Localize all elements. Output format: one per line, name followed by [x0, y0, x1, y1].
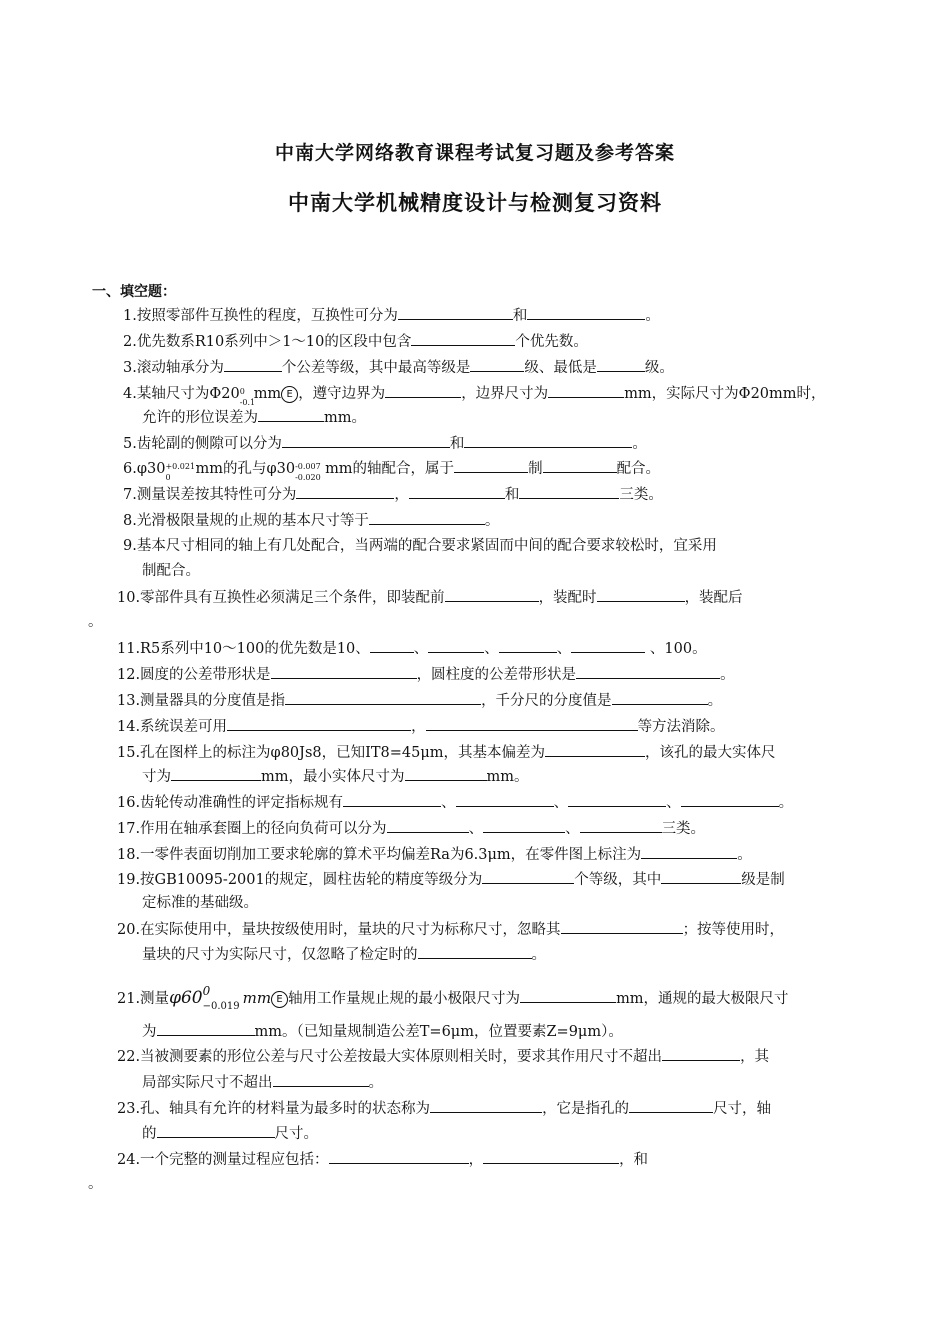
envelope-requirement-symbol: E	[271, 991, 288, 1008]
answer-blank	[612, 690, 708, 705]
answer-blank	[597, 357, 645, 372]
answer-blank	[571, 638, 645, 653]
question-4: 4.某轴尺寸为Φ20 0 -0.1 mm E ，遵守边界为 ，边界尺寸为 mm，实际尺寸为Φ20mm时，	[123, 383, 826, 404]
answer-blank	[662, 1046, 740, 1061]
answer-blank	[285, 690, 481, 705]
answer-blank	[597, 587, 685, 602]
answer-blank	[456, 792, 554, 807]
answer-blank	[387, 818, 469, 833]
course-exam-title: 中南大学网络教育课程考试复习题及参考答案	[274, 142, 675, 164]
question-6: 6.φ30 +0.021 0 mm的孔与φ30 -0.007 -0.020 mm的轴配合，属于 制 配合。	[123, 458, 660, 479]
question-3: 3.滚动轴承分为 个公差等级，其中最高等级是 级、最低是 级。	[123, 357, 674, 378]
answer-blank	[227, 716, 411, 731]
question-8: 8.光滑极限量规的止规的基本尺寸等于 。	[123, 510, 499, 531]
answer-blank	[405, 766, 487, 781]
answer-blank	[629, 1098, 713, 1113]
answer-blank	[157, 1021, 255, 1036]
answer-blank	[561, 919, 683, 934]
answer-blank	[369, 510, 485, 525]
question-19: 19.按GB10095-2001的规定，圆柱齿轮的精度等级分为 个等级，其中 级是制	[117, 869, 785, 890]
answer-blank	[445, 587, 539, 602]
answer-blank	[641, 844, 737, 859]
answer-blank	[661, 869, 741, 884]
answer-blank	[426, 716, 638, 731]
question-15-line-2: 寸为 mm，最小实体尺寸为 mm。	[142, 766, 529, 787]
answer-blank	[258, 407, 324, 422]
answer-blank	[409, 484, 505, 499]
tolerance-stack: -0.007 -0.020	[295, 462, 321, 482]
question-13: 13.测量器具的分度值是指 ，千分尺的分度值是 。	[117, 690, 722, 711]
answer-blank	[282, 433, 450, 448]
question-12: 12.圆度的公差带形状是 ，圆柱度的公差带形状是 。	[117, 664, 735, 685]
answer-blank	[454, 458, 528, 473]
question-18: 18.一零件表面切削加工要求轮廓的算术平均偏差Ra为6.3μm，在零件图上标注为 。	[117, 844, 752, 865]
question-17: 17.作用在轴承套圈上的径向负荷可以分为 、 、 三类。	[117, 818, 705, 839]
question-10: 10.零部件具有互换性必须满足三个条件，即装配前 ，装配时 ，装配后	[117, 587, 743, 608]
answer-blank	[370, 638, 414, 653]
answer-blank	[580, 818, 662, 833]
question-24-line-2: 。	[88, 1176, 103, 1192]
answer-blank	[273, 1072, 369, 1087]
question-16: 16.齿轮传动准确性的评定指标规有 、 、 、 。	[117, 792, 793, 813]
answer-blank	[343, 792, 441, 807]
question-10-line-2: 。	[88, 614, 103, 630]
answer-blank	[520, 988, 616, 1003]
question-2: 2.优先数系R10系列中＞1～10的区段中包含 个优先数。	[123, 331, 588, 352]
answer-blank	[411, 331, 515, 346]
answer-blank	[483, 818, 565, 833]
answer-blank	[398, 305, 513, 320]
answer-blank	[329, 1149, 469, 1164]
question-14: 14.系统误差可用 ， 等方法消除。	[117, 716, 725, 737]
answer-blank	[483, 1149, 619, 1164]
answer-blank	[464, 433, 632, 448]
answer-blank	[224, 357, 282, 372]
answer-blank	[271, 664, 417, 679]
answer-blank	[171, 766, 261, 781]
answer-blank	[385, 383, 461, 398]
answer-blank	[527, 305, 645, 320]
answer-blank	[681, 792, 779, 807]
answer-blank	[548, 383, 624, 398]
question-4-line-2: 允许的形位误差为 mm。	[142, 407, 366, 428]
question-7: 7.测量误差按其特性可分为 ， 和 三类。	[123, 484, 663, 505]
envelope-requirement-symbol: E	[281, 386, 298, 403]
answer-blank	[543, 458, 617, 473]
tolerance-stack: 0 −0.019	[202, 984, 240, 1012]
answer-blank	[428, 638, 484, 653]
answer-blank	[430, 1098, 542, 1113]
tolerance-stack: +0.021 0	[165, 462, 196, 482]
dimension-phi60: φ60	[169, 988, 203, 1008]
tolerance-stack: 0 -0.1	[239, 387, 256, 407]
question-24: 24.一个完整的测量过程应包括： ， ，和	[117, 1149, 648, 1170]
question-21: 21.测量φ60 0 −0.019 mm E 轴用工作量规止规的最小极限尺寸为 mm，通规的最大极限尺寸	[117, 984, 789, 1012]
question-15: 15.孔在图样上的标注为φ80Js8，已知IT8=45μm，其基本偏差为 ，该孔的最大实体尺	[117, 742, 776, 763]
question-23-line-2: 的 尺寸。	[142, 1123, 318, 1144]
answer-blank	[418, 944, 532, 959]
answer-blank	[576, 664, 720, 679]
question-21-line-2: 为 mm。（已知量规制造公差T=6μm，位置要素Z=9μm）。	[142, 1021, 623, 1042]
question-20: 20.在实际使用中，量块按级使用时，量块的尺寸为标称尺寸，忽略其 ；按等使用时，	[117, 919, 784, 940]
answer-blank	[545, 742, 645, 757]
answer-blank	[296, 484, 394, 499]
question-23: 23.孔、轴具有允许的材料量为最多时的状态称为 ，它是指孔的 尺寸，轴	[117, 1098, 771, 1119]
question-22: 22.当被测要素的形位公差与尺寸公差按最大实体原则相关时，要求其作用尺寸不超出 ，其	[117, 1046, 769, 1067]
answer-blank	[568, 792, 666, 807]
question-9: 9.基本尺寸相同的轴上有几处配合，当两端的配合要求紧固而中间的配合要求较松时，宜采用	[123, 538, 717, 554]
question-20-line-2: 量块的尺寸为实际尺寸，仅忽略了检定时的 。	[142, 944, 546, 965]
question-22-line-2: 局部实际尺寸不超出 。	[142, 1072, 383, 1093]
answer-blank	[519, 484, 619, 499]
question-11: 11.R5系列中10～100的优先数是10、 、 、 、 、100。	[117, 638, 707, 659]
answer-blank	[470, 357, 524, 372]
answer-blank	[157, 1123, 275, 1138]
question-5: 5.齿轮副的侧隙可以分为 和 。	[123, 433, 647, 454]
document-title: 中南大学机械精度设计与检测复习资料	[288, 191, 662, 215]
section-heading: 一、填空题：	[92, 284, 176, 300]
question-1: 1.按照零部件互换性的程度，互换性可分为 和 。	[123, 305, 660, 326]
answer-blank	[499, 638, 557, 653]
question-19-line-2: 定标准的基础级。	[142, 895, 258, 911]
question-9-line-2: 制配合。	[142, 563, 200, 579]
answer-blank	[482, 869, 574, 884]
